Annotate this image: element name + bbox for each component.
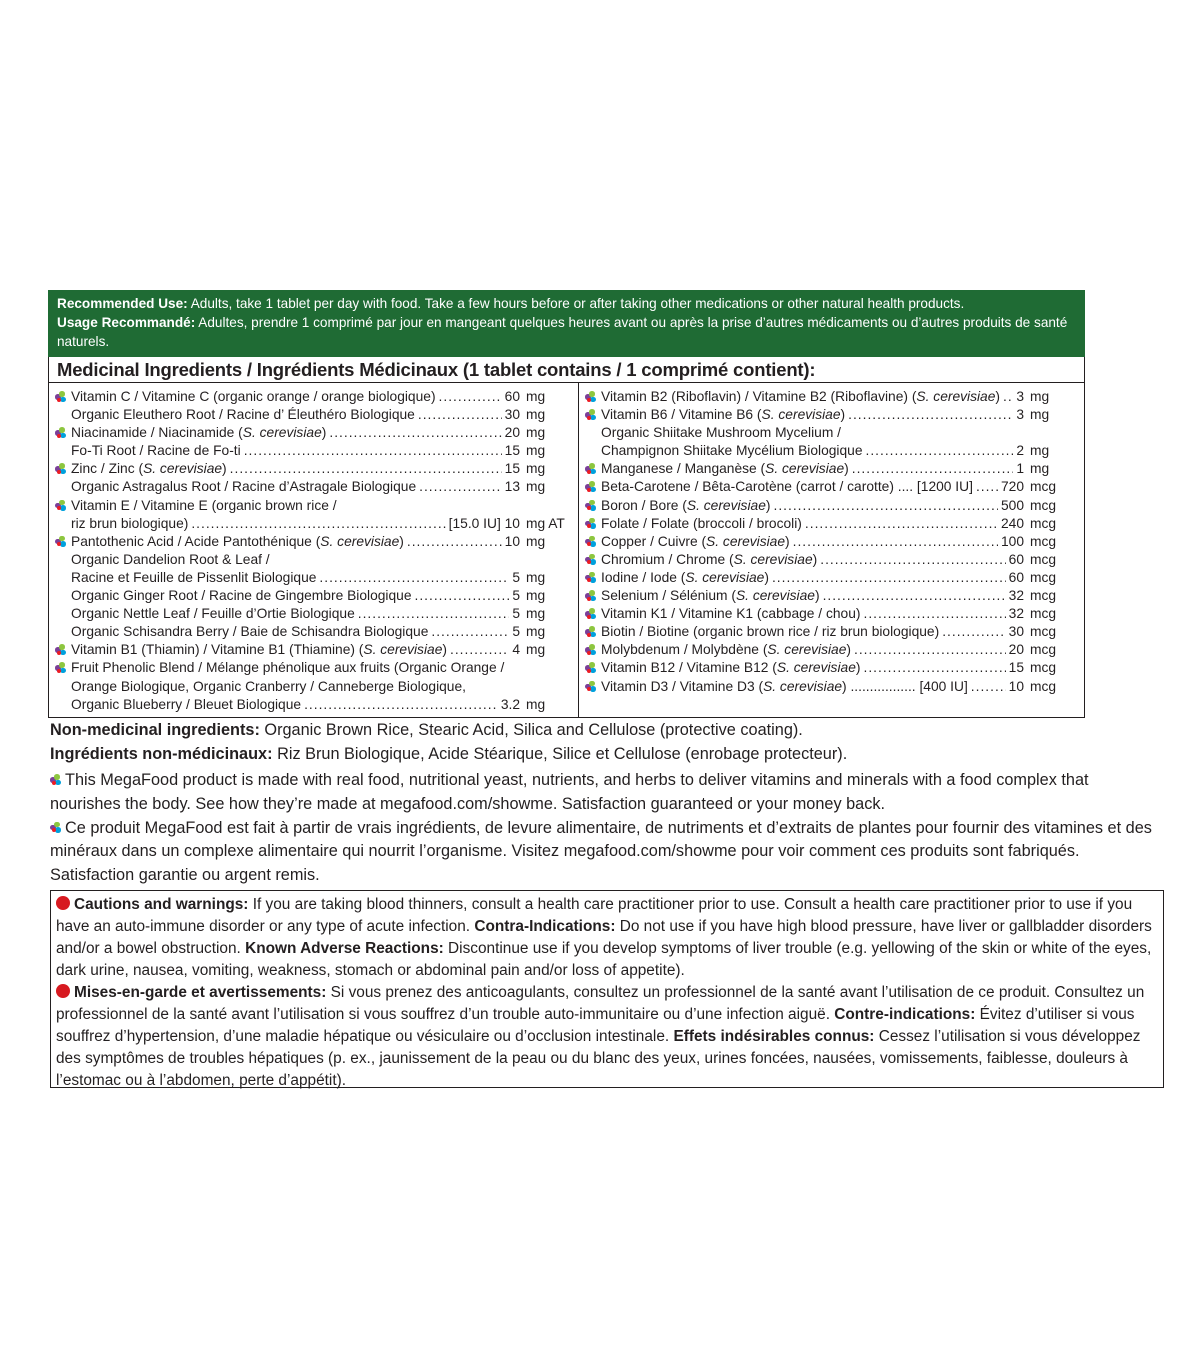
- megafood-dots-icon: [585, 481, 597, 493]
- contre-indications-text: Évitez d’utiliser si vous souffrez d’hypertension, d’une maladie hépatique ou vésiculaire ou d’occlusion intestinale.: [56, 1006, 1135, 1045]
- ingredient-unit: mg: [526, 461, 546, 477]
- ingredient-amount: 32: [1008, 606, 1024, 622]
- leader-dots: [319, 569, 509, 587]
- ingredient-item: [585, 424, 1080, 460]
- ingredient-unit: mg: [526, 642, 546, 658]
- ingredient-unit: mcg: [1030, 551, 1057, 567]
- ingredient-item: [585, 587, 1080, 605]
- ingredient-line: [71, 388, 574, 406]
- ingredient-unit: mcg: [1030, 624, 1057, 640]
- ingredient-amount: [15.0 IU] 10: [448, 515, 520, 531]
- ingredient-amount: 10: [1008, 678, 1024, 694]
- recommended-use-label: Recommended Use:: [57, 296, 188, 311]
- ingredient-amount: 15: [1008, 660, 1024, 676]
- ingredient-item: [585, 478, 1080, 496]
- ingredient-unit: mcg: [1030, 678, 1057, 694]
- ingredient-line: [71, 460, 574, 478]
- ingredient-line: [601, 551, 1080, 569]
- ingredient-unit: mcg: [1030, 606, 1057, 622]
- ingredient-item: [55, 623, 574, 641]
- ingredient-item: [55, 406, 574, 424]
- ingredient-item: [585, 515, 1080, 533]
- ingredient-amount: 30: [1008, 624, 1024, 640]
- leader-dots: [230, 460, 502, 478]
- megafood-dots-icon: [585, 409, 597, 421]
- leader-dots: [942, 623, 1005, 641]
- recommended-use-fr: [57, 313, 1076, 351]
- ingredient-item: [585, 659, 1080, 677]
- ingredient-item: [585, 551, 1080, 569]
- ingredient-line: [71, 533, 574, 551]
- ingredient-item: [55, 460, 574, 478]
- non-medicinaux-text: Riz Brun Biologique, Acide Stéarique, Silice et Cellulose (enrobage protecteur).: [272, 744, 848, 763]
- ingredient-amount: 3.2: [500, 696, 520, 712]
- ingredient-item: [585, 533, 1080, 551]
- ingredient-name: Organic Dandelion Root & Leaf /: [71, 551, 270, 567]
- ingredient-amount: 13: [504, 479, 520, 495]
- ingredient-name: Vitamin D3 / Vitamine D3 (S. cerevisiae) ................. [400 IU]: [601, 678, 968, 694]
- ingredients-column-right: [579, 383, 1084, 717]
- ingredient-amount: 20: [504, 425, 520, 441]
- leader-dots: [244, 442, 502, 460]
- ingredient-line: [71, 696, 574, 714]
- leader-dots: [971, 678, 1006, 696]
- ingredient-name: Vitamin B2 (Riboflavin) / Vitamine B2 (Riboflavine) (S. cerevisiae): [601, 389, 1001, 404]
- ingredient-item: [55, 551, 574, 587]
- ingredient-amount: 100: [1000, 533, 1024, 549]
- ingredient-amount: 500: [1000, 497, 1024, 513]
- ingredient-amount: 4: [512, 642, 520, 658]
- ingredient-line: [601, 605, 1080, 623]
- ingredient-line: [601, 533, 1080, 551]
- leader-dots: [450, 641, 509, 659]
- ingredient-line: [71, 641, 574, 659]
- megafood-dots-icon: [585, 590, 597, 602]
- ingredient-name: Organic Shiitake Mushroom Mycelium /: [601, 425, 841, 441]
- ingredient-unit: mcg: [1030, 660, 1057, 676]
- ingredient-item: [55, 641, 574, 659]
- leader-dots: [418, 406, 502, 424]
- medicinal-ingredients-box: [48, 357, 1085, 718]
- megafood-dots-icon: [55, 500, 67, 512]
- ingredient-line: [601, 424, 1080, 442]
- recommended-use-en: [57, 294, 1076, 313]
- ingredient-unit: mg: [526, 624, 546, 640]
- megafood-dots-icon: [55, 427, 67, 439]
- ingredient-line: [601, 569, 1080, 587]
- leader-dots: [304, 696, 498, 714]
- leader-dots: [852, 460, 1014, 478]
- ingredient-amount: 60: [1008, 551, 1024, 567]
- effets-indesirables-label: Effets indésirables connus:: [673, 1028, 875, 1045]
- usage-recommande-text: Adultes, prendre 1 comprimé par jour en mangeant quelques heures avant ou après la prise d’autres médicaments ou d’autres produits de santé naturels.: [57, 315, 1068, 349]
- leader-dots: [848, 406, 1013, 424]
- megafood-dots-icon: [585, 536, 597, 548]
- ingredient-name: Boron / Bore (S. cerevisiae): [601, 497, 771, 513]
- leader-dots: [431, 623, 509, 641]
- ingredient-line: [71, 623, 574, 641]
- warnings-fr: [56, 982, 1158, 1092]
- leader-dots: [854, 641, 1006, 659]
- ingredient-name: Racine et Feuille de Pissenlit Biologique: [71, 569, 317, 585]
- ingredient-name: Vitamin K1 / Vitamine K1 (cabbage / chou): [601, 606, 861, 622]
- megafood-dots-icon: [50, 774, 63, 786]
- leader-dots: [976, 478, 998, 496]
- ingredient-amount: 5: [512, 624, 520, 640]
- ingredient-item: [585, 460, 1080, 478]
- megafood-dots-icon: [585, 554, 597, 566]
- ingredient-unit: mg: [1030, 407, 1050, 423]
- megafood-dots-icon: [585, 608, 597, 620]
- contre-indications-label: Contre-indications:: [834, 1006, 976, 1023]
- ingredient-name: Zinc / Zinc (S. cerevisiae): [71, 461, 227, 477]
- ingredient-unit: mcg: [1030, 515, 1057, 531]
- ingredient-amount: 5: [512, 569, 520, 585]
- warning-dot-icon: [56, 896, 70, 910]
- ingredient-line: [601, 497, 1080, 515]
- ingredient-unit: mg: [526, 606, 546, 622]
- ingredient-line: [71, 605, 574, 623]
- non-medicinal-label: Non-medicinal ingredients:: [50, 721, 260, 739]
- ingredient-unit: mg: [526, 533, 546, 549]
- ingredient-line: [71, 442, 574, 460]
- ingredient-name: Molybdenum / Molybdène (S. cerevisiae): [601, 642, 852, 658]
- ingredient-line: [601, 406, 1080, 424]
- ingredient-name: Folate / Folate (broccoli / brocoli): [601, 515, 802, 531]
- ingredient-amount: 2: [1016, 443, 1024, 459]
- ingredient-line: [601, 659, 1080, 677]
- ingredient-amount: 240: [1000, 515, 1024, 531]
- ingredient-line: [601, 641, 1080, 659]
- ingredient-amount: 15: [504, 443, 520, 459]
- ingredient-unit: mcg: [1030, 588, 1057, 604]
- ingredient-item: [55, 533, 574, 551]
- ingredient-item: [55, 659, 574, 713]
- ingredient-item: [55, 442, 574, 460]
- adverse-reactions-label: Known Adverse Reactions:: [245, 940, 444, 957]
- ingredient-unit: mg AT: [526, 515, 565, 531]
- leader-dots: [772, 569, 1006, 587]
- ingredient-name: Organic Blueberry / Bleuet Biologique: [71, 696, 302, 712]
- ingredient-name: Organic Eleuthero Root / Racine d’ Éleuthéro Biologique: [71, 407, 415, 423]
- warning-dot-icon: [56, 984, 70, 998]
- ingredient-unit: mcg: [1030, 533, 1057, 549]
- ingredient-line: [601, 388, 1080, 406]
- usage-recommande-label: Usage Recommandé:: [57, 315, 196, 330]
- ingredient-amount: 3: [1016, 407, 1024, 423]
- megafood-dots-icon: [55, 536, 67, 548]
- ingredient-name: Organic Ginger Root / Racine de Gingembre Biologique: [71, 588, 412, 604]
- ingredient-amount: 60: [1008, 569, 1024, 585]
- ingredient-unit: mcg: [1030, 569, 1057, 585]
- ingredient-item: [585, 605, 1080, 623]
- ingredient-name: Manganese / Manganèse (S. cerevisiae): [601, 461, 849, 477]
- ingredient-name: Organic Schisandra Berry / Baie de Schisandra Biologique: [71, 624, 429, 640]
- leader-dots: [793, 533, 998, 551]
- megafood-dots-icon: [585, 572, 597, 584]
- ingredient-item: [585, 406, 1080, 424]
- cautions-label: Cautions and warnings:: [74, 896, 249, 913]
- leader-dots: [407, 533, 502, 551]
- recommended-use-band: [48, 290, 1085, 357]
- non-medicinal-ingredients: [50, 719, 1160, 767]
- non-medicinal-fr: [50, 743, 1160, 767]
- ingredient-amount: 20: [1008, 642, 1024, 658]
- non-medicinaux-label: Ingrédients non-médicinaux:: [50, 744, 273, 763]
- ingredient-item: [55, 424, 574, 442]
- ingredient-unit: mg: [1030, 443, 1050, 459]
- claim-fr-text: Ce produit MegaFood est fait à partir de vrais ingrédients, de levure alimentaire, de nutriments et d’extraits de plantes pour fournir des vitamines et des minéraux dans un complexe alimentaire qui nourrit l’organisme. Visitez megafood.com/showme pour voir comment ces produits sont fabriqués. Satisfaction garantie ou argent remis.: [50, 818, 1152, 885]
- ingredient-item: [55, 497, 574, 533]
- ingredient-name: Vitamin E / Vitamine E (organic brown rice /: [71, 497, 337, 513]
- ingredient-amount: 32: [1008, 588, 1024, 604]
- megafood-dots-icon: [585, 681, 597, 693]
- ingredient-name: Niacinamide / Niacinamide (S. cerevisiae): [71, 425, 327, 441]
- leader-dots: [820, 551, 1005, 569]
- megafood-dots-icon: [55, 662, 67, 674]
- ingredient-line: [71, 515, 574, 533]
- contra-indications-text: Do not use if you have high blood pressure, have liver or gallbladder disorders and/or a bowel obstruction.: [56, 918, 1152, 957]
- megafood-dots-icon: [55, 463, 67, 475]
- megafood-dots-icon: [50, 822, 63, 834]
- megafood-dots-icon: [585, 662, 597, 674]
- ingredient-unit: mg: [1030, 461, 1050, 477]
- ingredient-line: [601, 587, 1080, 605]
- ingredient-unit: mg: [526, 389, 546, 404]
- ingredient-unit: mcg: [1030, 497, 1057, 513]
- leader-dots: [805, 515, 998, 533]
- ingredient-item: [585, 623, 1080, 641]
- warnings-box: [50, 890, 1164, 1088]
- product-claims: [50, 769, 1160, 888]
- ingredient-name: Champignon Shiitake Mycélium Biologique: [601, 443, 863, 459]
- ingredient-unit: mg: [526, 479, 546, 495]
- ingredient-amount: 5: [512, 588, 520, 604]
- megafood-dots-icon: [585, 463, 597, 475]
- ingredient-name: Fo-Ti Root / Racine de Fo-ti: [71, 443, 241, 459]
- ingredient-line: [71, 678, 574, 696]
- ingredient-line: [601, 623, 1080, 641]
- ingredient-line: [71, 569, 574, 587]
- ingredient-line: [601, 460, 1080, 478]
- medicinal-ingredients-title: Medicinal Ingredients / Ingrédients Médicinaux (1 tablet contains / 1 comprimé contient):: [49, 357, 1084, 383]
- ingredient-unit: mg: [1030, 389, 1050, 404]
- ingredient-amount: 1: [1016, 461, 1024, 477]
- leader-dots: [329, 424, 501, 442]
- leader-dots: [419, 478, 502, 496]
- ingredient-line: [71, 551, 574, 569]
- claim-en: [50, 769, 1160, 817]
- ingredient-name: Chromium / Chrome (S. cerevisiae): [601, 551, 818, 567]
- ingredient-amount: 30: [504, 407, 520, 423]
- ingredient-line: [71, 406, 574, 424]
- ingredient-name: Organic Astragalus Root / Racine d’Astragale Biologique: [71, 479, 417, 495]
- ingredient-name: Pantothenic Acid / Acide Pantothénique (S. cerevisiae): [71, 533, 404, 549]
- recommended-use-text: Adults, take 1 tablet per day with food. Take a few hours before or after taking other medications or other natural health products.: [187, 296, 965, 311]
- ingredient-amount: 5: [512, 606, 520, 622]
- ingredient-item: [55, 587, 574, 605]
- ingredient-item: [585, 388, 1080, 406]
- ingredient-amount: 10: [504, 533, 520, 549]
- ingredients-column-left: [49, 383, 579, 717]
- ingredient-line: [71, 478, 574, 496]
- ingredient-name: Beta-Carotene / Bêta-Carotène (carrot / carotte) .... [1200 IU]: [601, 479, 973, 495]
- ingredient-name: Vitamin B6 / Vitamine B6 (S. cerevisiae): [601, 407, 846, 423]
- ingredient-line: [601, 442, 1080, 460]
- ingredient-unit: mg: [526, 588, 546, 604]
- ingredient-line: [601, 678, 1080, 696]
- mises-en-garde-text: Si vous prenez des anticoagulants, consultez un professionnel de la santé avant l’utilisation de ce produit. Consultez un professionnel de la santé avant l’utilisation si vous souffrez d’un trouble auto-immunitaire ou d’une infection aiguë.: [56, 984, 1145, 1023]
- leader-dots: [863, 605, 1005, 623]
- ingredient-item: [585, 678, 1080, 696]
- ingredient-name: Iodine / Iode (S. cerevisiae): [601, 569, 769, 585]
- leader-dots: [863, 659, 1005, 677]
- leader-dots: [866, 442, 1014, 460]
- ingredient-amount: 15: [504, 461, 520, 477]
- ingredient-amount: 3: [1016, 389, 1024, 404]
- leader-dots: [415, 587, 510, 605]
- ingredient-name: Vitamin B12 / Vitamine B12 (S. cerevisiae): [601, 660, 861, 676]
- ingredient-name: riz brun biologique): [71, 515, 189, 531]
- ingredient-line: [601, 515, 1080, 533]
- leader-dots: [358, 605, 510, 623]
- megafood-dots-icon: [585, 626, 597, 638]
- megafood-dots-icon: [585, 644, 597, 656]
- ingredient-line: [71, 497, 574, 515]
- ingredient-item: [55, 605, 574, 623]
- leader-dots: [439, 388, 502, 406]
- megafood-dots-icon: [585, 500, 597, 512]
- ingredient-item: [55, 388, 574, 406]
- non-medicinal-text: Organic Brown Rice, Stearic Acid, Silica and Cellulose (protective coating).: [259, 721, 803, 739]
- ingredient-name: Organic Nettle Leaf / Feuille d’Ortie Biologique: [71, 606, 355, 622]
- ingredient-unit: mcg: [1030, 642, 1057, 658]
- ingredient-line: [71, 424, 574, 442]
- leader-dots: [1003, 388, 1013, 406]
- megafood-dots-icon: [585, 391, 597, 403]
- mises-en-garde-label: Mises-en-garde et avertissements:: [74, 984, 327, 1001]
- ingredient-item: [585, 569, 1080, 587]
- claim-en-text: This MegaFood product is made with real food, nutritional yeast, nutrients, and herbs to deliver vitamins and minerals with a food complex that nourishes the body. See how they’re made at megafood.com/showme. Satisfaction guaranteed or your money back.: [50, 771, 1089, 813]
- warnings-en: [56, 894, 1158, 982]
- ingredient-unit: mg: [526, 696, 546, 712]
- effets-indesirables-text: Cessez l’utilisation si vous développez des symptômes de troubles hépatiques (p. ex., jaunissement de la peau ou du blanc des yeux, urines foncées, nausées, vomissements, faiblesse, douleurs à l’estomac ou à l’abdomen, perte d’appétit).: [56, 1028, 1141, 1089]
- ingredient-line: [71, 659, 574, 677]
- ingredient-name: Vitamin B1 (Thiamin) / Vitamine B1 (Thiamine) (S. cerevisiae): [71, 642, 447, 658]
- ingredient-unit: mg: [526, 407, 546, 423]
- ingredient-item: [55, 478, 574, 496]
- ingredient-line: [71, 587, 574, 605]
- leader-dots: [191, 515, 445, 533]
- ingredient-name: Fruit Phenolic Blend / Mélange phénolique aux fruits (Organic Orange /: [71, 660, 505, 676]
- ingredient-amount: 60: [504, 389, 520, 404]
- ingredient-name: Selenium / Sélénium (S. cerevisiae): [601, 588, 820, 604]
- ingredient-item: [585, 641, 1080, 659]
- ingredient-unit: mg: [526, 425, 546, 441]
- adverse-reactions-text: Discontinue use if you develop symptoms of liver trouble (e.g. yellowing of the skin or white of the eyes, dark urine, nausea, vomiting, weakness, stomach or abdominal pain and/or loss of appetite).: [56, 940, 1152, 979]
- non-medicinal-en: [50, 719, 1160, 743]
- megafood-dots-icon: [585, 518, 597, 530]
- supplement-label: [48, 290, 1085, 718]
- ingredient-name: Orange Biologique, Organic Cranberry / Canneberge Biologique,: [71, 678, 466, 694]
- ingredient-unit: mcg: [1030, 479, 1057, 495]
- leader-dots: [773, 497, 997, 515]
- leader-dots: [823, 587, 1006, 605]
- ingredient-name: Biotin / Biotine (organic brown rice / riz brun biologique): [601, 624, 940, 640]
- ingredient-name: Vitamin C / Vitamine C (organic orange / orange biologique): [71, 389, 436, 404]
- ingredient-name: Copper / Cuivre (S. cerevisiae): [601, 533, 790, 549]
- claim-fr: [50, 817, 1160, 888]
- ingredient-line: [601, 478, 1080, 496]
- megafood-dots-icon: [55, 644, 67, 656]
- ingredient-item: [585, 497, 1080, 515]
- megafood-dots-icon: [55, 391, 67, 403]
- contra-indications-label: Contra-Indications:: [474, 918, 616, 935]
- ingredient-unit: mg: [526, 569, 546, 585]
- ingredient-unit: mg: [526, 443, 546, 459]
- cautions-text: If you are taking blood thinners, consult a health care practitioner prior to use. Consult a health care practitioner prior to use if you have an auto-immune disorder or any type of acute infection.: [56, 896, 1133, 935]
- ingredient-amount: 720: [1000, 479, 1024, 495]
